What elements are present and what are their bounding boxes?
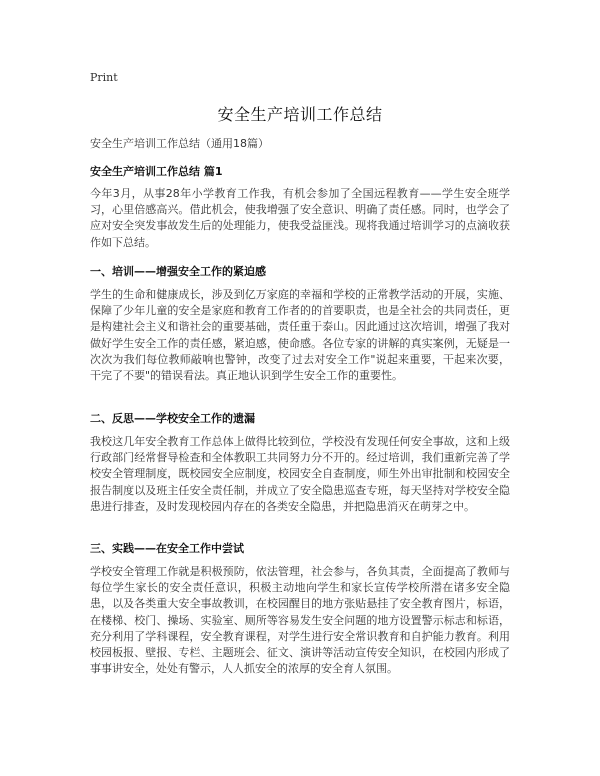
- section-body-2: 我校这几年安全教育工作总体上做得比较到位，学校没有发现任何安全事故，这和上级行政部门经常督导检查和全体教职工共同努力分不开的。经过培训，我们重新完善了学校安全管理制度，既校园安全应制度，校园安全自查制度，师生外出审批制和校园安全报告制度以及班主任安全责任制，并成立了安全隐患巡查专班，每天坚持对学校安全隐患进行排查，及时发现校园内存在的各类安全隐患，并把隐患消灭在萌芽之中。: [90, 435, 510, 513]
- section-heading-1: 一、培训——增强安全工作的紧迫感: [90, 265, 266, 278]
- section-heading-3: 三、实践——在安全工作中尝试: [90, 542, 244, 555]
- page-title: 安全生产培训工作总结: [217, 105, 383, 124]
- section-heading-2: 二、反思——学校安全工作的遗漏: [90, 412, 255, 425]
- section-body-3: 学校安全管理工作就是积极预防，依法管理，社会参与，各负其责，全面提高了教师与每位学生家长的安全责任意识，积极主动地向学生和家长宣传学校所潜在诸多安全隐患，以及各类重大安全事故教训，在校园醒目的地方张贴悬挂了安全教育图片，标语，在楼梯、校门、操场、实验室、厕所等容易发生安全问题的地方设置警示标志和标语，充分利用了学科课程，安全教育课程，对学生进行安全常识教育和自护能力教育。利用校园板报、壁报、专栏、主题班会、征文、演讲等活动宣传安全知识，在校园内形成了事事讲安全，处处有警示，人人抓安全的浓厚的安全育人氛围。: [90, 565, 510, 676]
- intro-paragraph: 今年3月，从事28年小学教育工作我，有机会参加了全国远程教育——学生安全班学习，心里倍感高兴。借此机会，使我增强了安全意识、明确了责任感。同时，也学会了应对安全突发事故发生后的处理能力，使我受益匪浅。现将我通过培训学习的点滴收获作如下总结。: [90, 187, 510, 249]
- section-body-1: 学生的生命和健康成长，涉及到亿万家庭的幸福和学校的正常教学活动的开展，实施、保障了少年儿童的安全是家庭和教育工作者的的首要职责，也是全社会的共同责任，更是构建社会主义和谐社会的重要基础，责任重于泰山。因此通过这次培训，增强了我对做好学生安全工作的责任感，紧迫感，使命感。各位专家的讲解的真实案例，无疑是一次次为我们每位教师敲响也警钟，改变了过去对安全工作"说起来重要，干起来次要，干完了不要"的错误看法。真正地认识到学生安全工作的重要性。: [90, 288, 510, 383]
- print-link[interactable]: Print: [90, 71, 118, 84]
- article-heading: 安全生产培训工作总结 篇1: [90, 165, 223, 178]
- document-subtitle: 安全生产培训工作总结（通用18篇）: [90, 137, 269, 150]
